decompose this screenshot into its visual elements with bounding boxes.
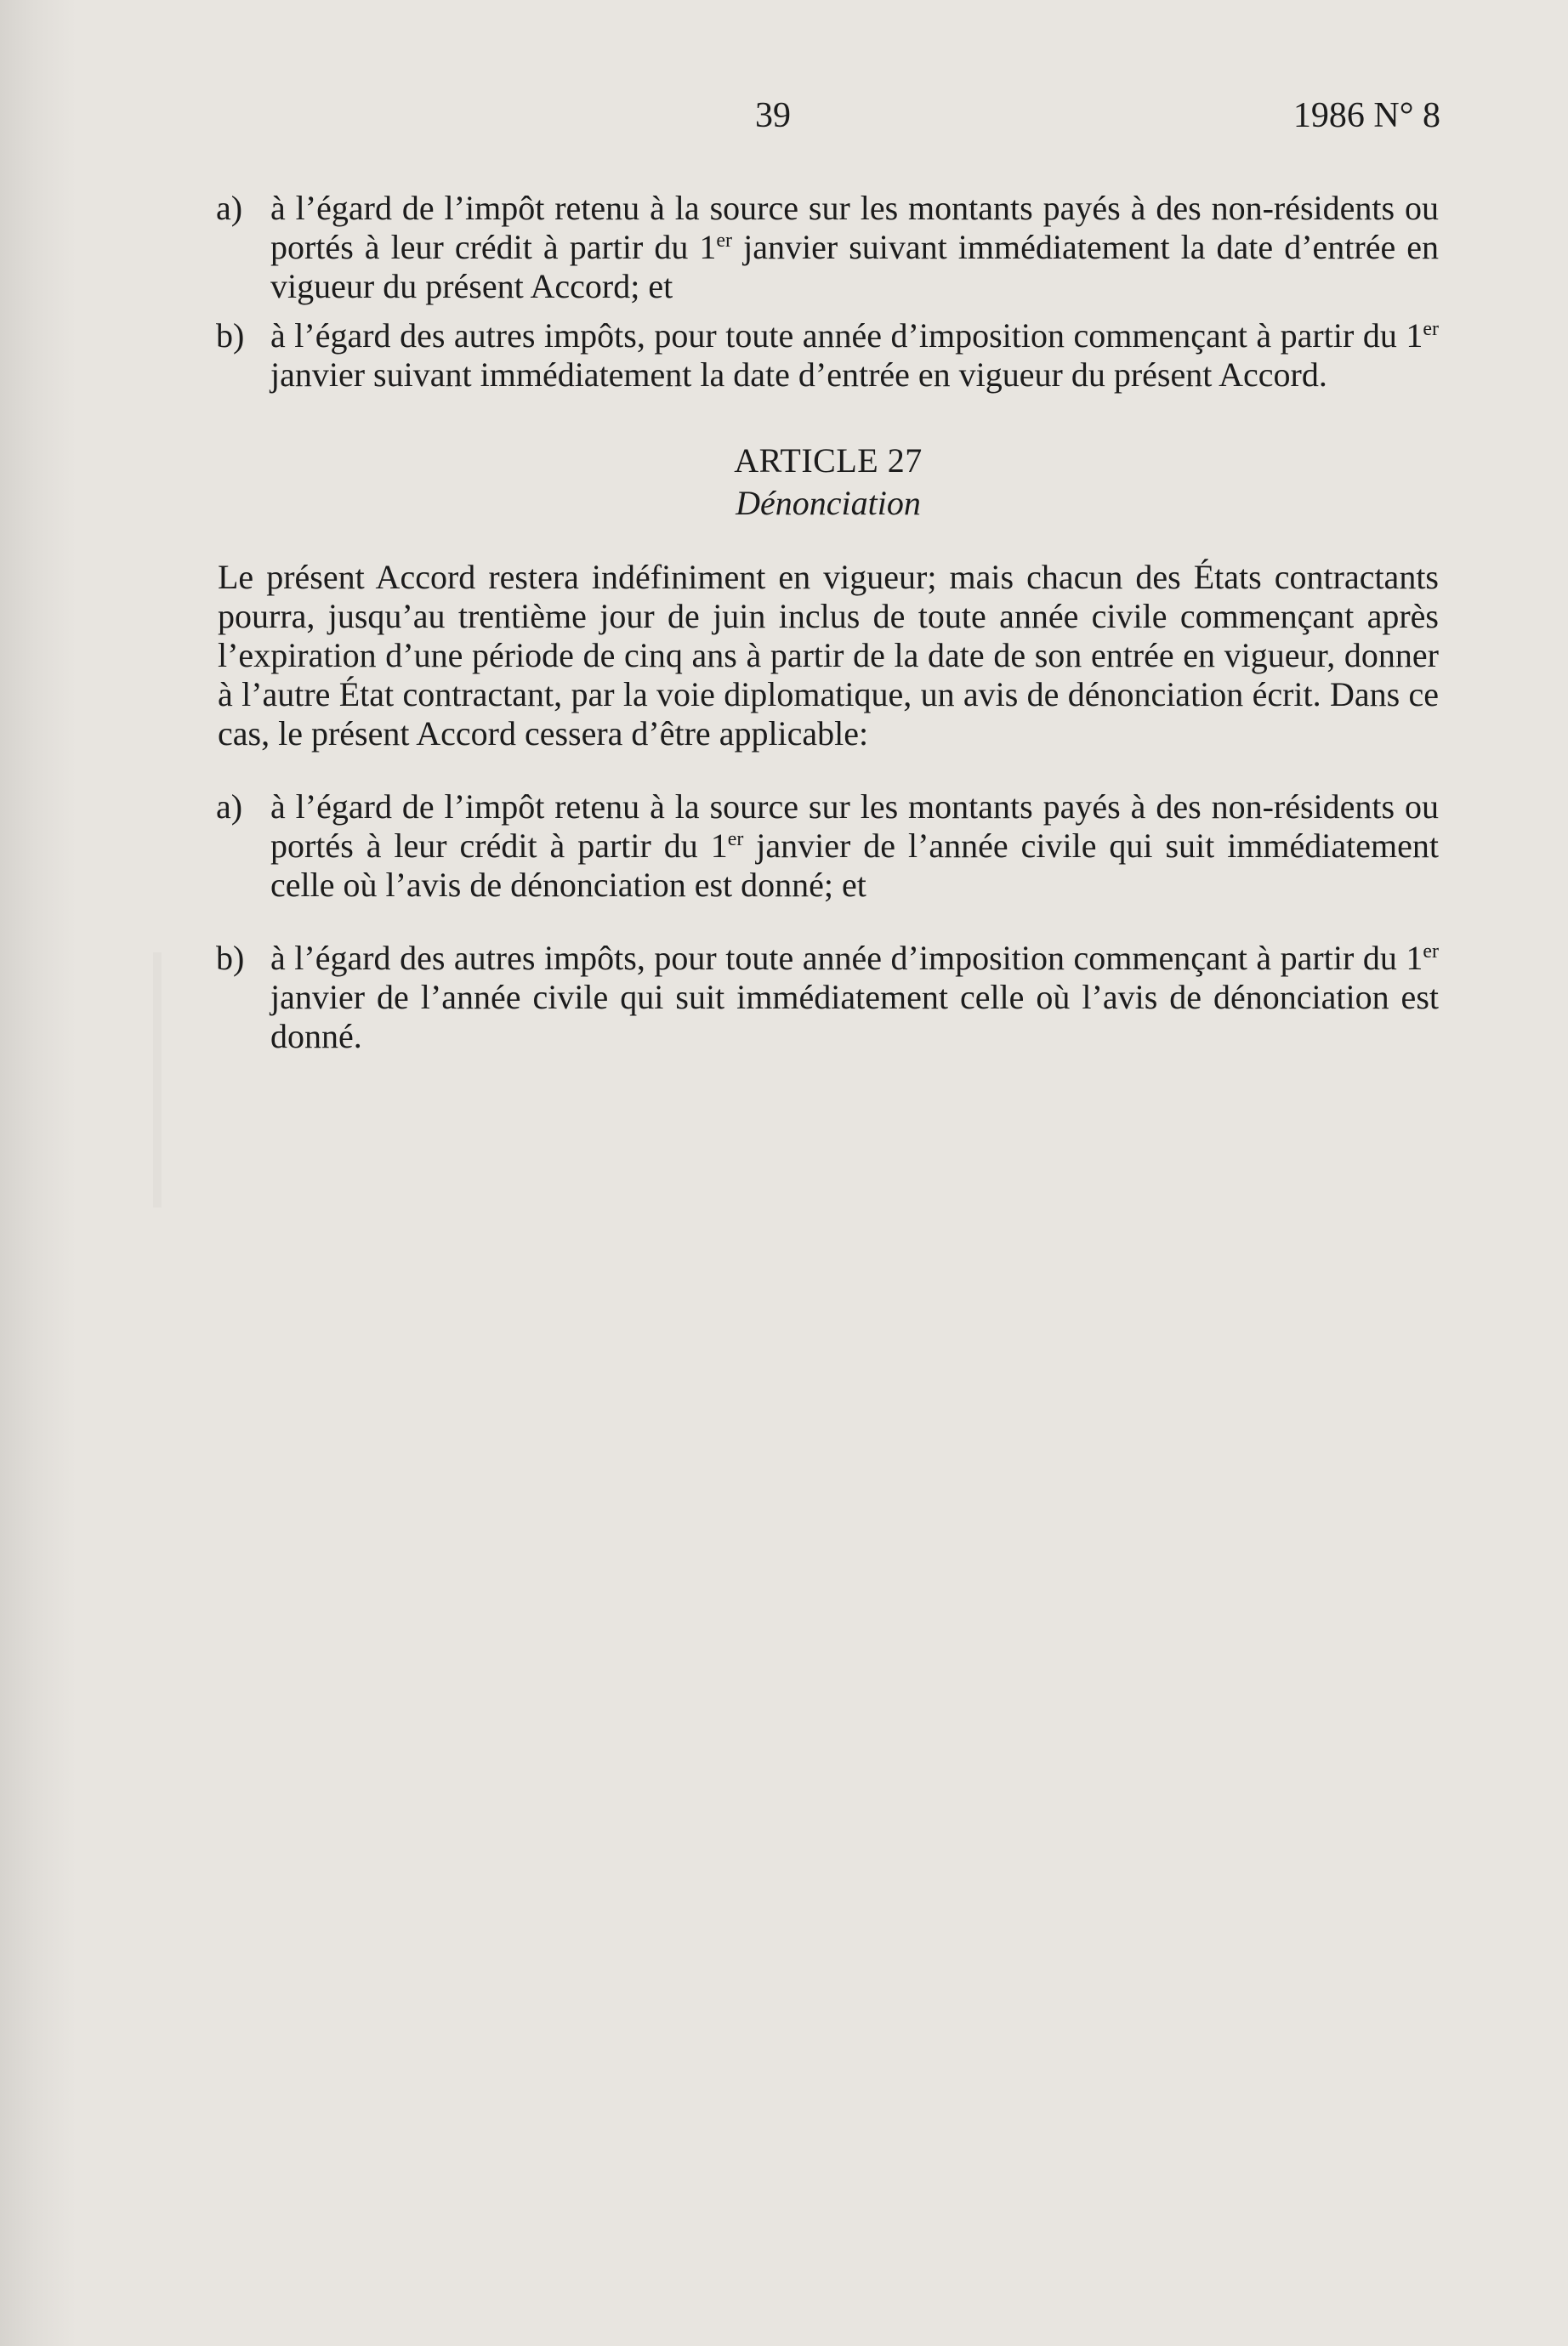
section-1-list	[218, 189, 1439, 395]
ordinal-superscript: er	[1423, 940, 1439, 963]
item-text-continued: janvier suivant immédiatement la date d’entrée en vigueur du présent Accord; et	[270, 228, 1440, 305]
item-text: à l’égard de l’impôt retenu à la source sur les montants payés à des non-résidents ou portés à leur crédit à partir du 1	[270, 189, 1439, 266]
list-item	[218, 787, 1439, 905]
list-marker: b)	[216, 939, 245, 977]
ordinal-superscript: er	[727, 828, 744, 850]
item-text: à l’égard des autres impôts, pour toute année d’imposition commençant à partir du 1	[270, 316, 1423, 355]
list-marker: a)	[216, 787, 243, 826]
list-marker: a)	[216, 189, 243, 227]
list-item	[218, 939, 1439, 1056]
item-text-continued: janvier suivant immédiatement la date d’entrée en vigueur du présent Accord.	[270, 355, 1327, 394]
ordinal-superscript: er	[1423, 318, 1439, 340]
item-text: à l’égard des autres impôts, pour toute année d’imposition commençant à partir du 1	[270, 939, 1423, 977]
article-heading: ARTICLE 27	[734, 441, 923, 480]
list-marker: b)	[216, 316, 245, 355]
item-text: à l’égard de l’impôt retenu à la source sur les montants payés à des non-résidents ou portés à leur crédit à partir du 1	[270, 787, 1439, 865]
list-item	[218, 316, 1439, 395]
page-body	[218, 189, 1439, 1056]
page-smudge	[153, 952, 162, 1207]
item-text-continued: janvier de l’année civile qui suit immédiatement celle où l’avis de dénonciation est donné; et	[270, 826, 1439, 904]
ordinal-superscript: er	[716, 230, 733, 252]
document-reference: 1986 N° 8	[1292, 96, 1440, 135]
article-paragraph: Le présent Accord restera indéfiniment en vigueur; mais chacun des États contractants pourra, jusqu’au trentième jour de juin inclus de toute année civile commençant après l’expiration d’une période de cinq ans à partir de la date de son entrée en vigueur, donner à l’autre État contractant, par la voie diplomatique, un avis de dénonciation écrit. Dans ce cas, le présent Accord cessera d’être applicable:	[218, 558, 1439, 753]
page-number: 39	[755, 96, 791, 135]
item-text-continued: janvier de l’année civile qui suit immédiatement celle où l’avis de dénonciation est donné.	[270, 978, 1439, 1055]
article-list	[218, 787, 1439, 1056]
article-title: Dénonciation	[736, 484, 921, 522]
list-item	[218, 189, 1439, 306]
page-gutter-shadow	[0, 0, 77, 2346]
